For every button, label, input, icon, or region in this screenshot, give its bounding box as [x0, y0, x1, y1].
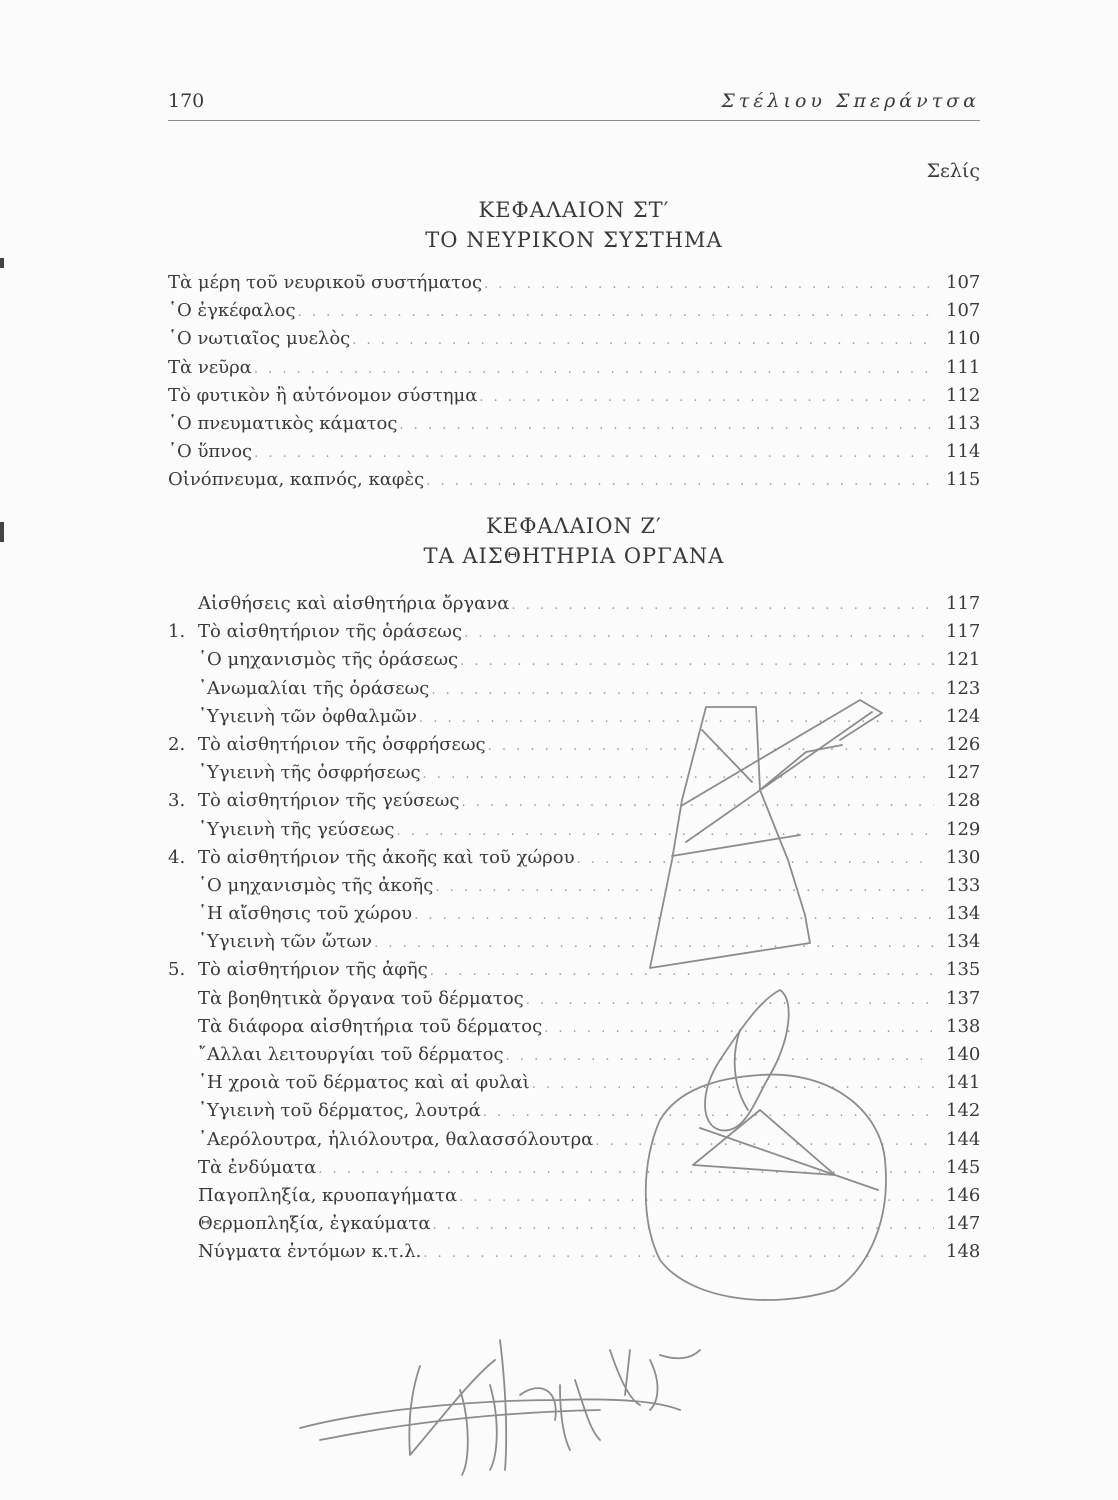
toc-entry	[168, 1154, 980, 1182]
toc-entry	[168, 1182, 980, 1210]
toc-entry-number: 1.	[168, 621, 186, 643]
toc-entry-number: 5.	[168, 959, 186, 981]
toc-entry-title: ῾Ο μηχανισμὸς τῆς ἀκοῆς	[198, 874, 434, 896]
toc-entry-title: ῾Υγιεινὴ τῆς ὀσφρήσεως	[198, 762, 421, 784]
toc-entry	[168, 1069, 980, 1097]
toc-entry	[168, 269, 980, 297]
toc-entry-page: 141	[946, 1072, 981, 1094]
toc-entry	[168, 354, 980, 382]
toc-entry-page: 107	[946, 272, 981, 293]
toc-entry-page: 111	[946, 356, 981, 378]
toc-entry	[168, 438, 980, 466]
dot-leader	[479, 384, 934, 412]
dot-leader	[298, 299, 934, 327]
chapter-st-title: ΤΟ ΝΕΥΡΙΚΟΝ ΣΥΣΤΗΜΑ	[425, 228, 723, 252]
toc-entry-title: ῎Αλλαι λειτουργίαι τοῦ δέρματος	[198, 1044, 504, 1065]
dot-leader	[414, 902, 934, 930]
toc-entry-title: Οἰνόπνευμα, καπνός, καφὲς	[168, 469, 425, 491]
toc-entry	[168, 325, 980, 353]
dot-leader	[488, 733, 934, 761]
toc-entry-page: 117	[946, 593, 981, 614]
running-author: Στέλιου Σπεράντσα	[721, 90, 980, 112]
toc-entry-page: 137	[946, 987, 981, 1009]
toc-entry	[168, 410, 980, 438]
toc-entry-page: 126	[946, 733, 981, 755]
toc-entry	[168, 1126, 980, 1154]
toc-entry-title: Τὸ φυτικὸν ἢ αὐτόνομον σύστημα	[168, 384, 478, 406]
toc-entry-page: 123	[946, 677, 981, 699]
toc-entry	[168, 1238, 980, 1266]
toc-entry-title: Τὰ νεῦρα	[168, 356, 252, 378]
toc-entry-title: Τὸ αἰσθητήριον τῆς ὁράσεως	[198, 621, 463, 643]
toc-entry-title: Τὰ βοηθητικὰ ὄργανα τοῦ δέρματος	[198, 987, 524, 1009]
toc-entry-title: Παγοπληξία, κρυοπαγήματα	[198, 1184, 458, 1206]
toc-entry-page: 117	[946, 621, 981, 643]
dot-leader	[506, 1043, 934, 1071]
toc-entry-page: 127	[946, 762, 981, 784]
dot-leader	[435, 874, 934, 902]
toc-entry-page: 110	[946, 328, 981, 350]
toc-entry	[168, 590, 980, 618]
chapter-z-heading: ΚΕΦΑΛΑΙΟΝ Ζ′	[486, 514, 662, 538]
toc-entry-title: ῾Η αἴσθησις τοῦ χώρου	[198, 903, 413, 925]
dot-leader	[462, 789, 934, 817]
dot-leader	[430, 958, 934, 986]
toc-entry-page: 142	[946, 1100, 981, 1122]
toc-entry-page: 107	[946, 300, 981, 322]
toc-entry	[168, 703, 980, 731]
dot-leader	[419, 705, 934, 733]
toc-entry-number: 2.	[168, 733, 186, 755]
toc-entry-page: 148	[946, 1241, 981, 1263]
toc-entry-title: Τὸ αἰσθητήριον τῆς ἀφῆς	[198, 959, 428, 981]
sketch-signature	[300, 1340, 700, 1475]
toc-entry-page: 129	[946, 818, 981, 840]
toc-entry-title: ῾Υγιεινὴ τῆς γεύσεως	[198, 818, 395, 840]
toc-entry-page: 140	[946, 1044, 981, 1065]
toc-entry	[168, 928, 980, 956]
dot-leader	[464, 620, 934, 648]
toc-entry-page: 128	[946, 790, 981, 812]
toc-entry-page: 130	[946, 846, 981, 868]
toc-entry	[168, 1210, 980, 1238]
dot-leader	[254, 356, 934, 384]
toc-entry-page: 147	[946, 1213, 981, 1235]
toc-entry-page: 135	[946, 959, 981, 981]
toc-entry	[168, 872, 980, 900]
toc-entry-title: ῾Υγιεινὴ τῶν ὀφθαλμῶν	[198, 705, 417, 727]
toc-entry	[168, 900, 980, 928]
toc-entry-title: ῾Υγιεινὴ τοῦ δέρματος, λουτρά	[198, 1100, 481, 1122]
toc-entry-number: 3.	[168, 790, 186, 812]
toc-entry-title: Τὸ αἰσθητήριον τῆς ὀσφρήσεως	[198, 733, 486, 755]
dot-leader	[544, 1015, 934, 1043]
dot-leader	[254, 440, 934, 468]
toc-entry	[168, 956, 980, 984]
toc-entry-page: 134	[946, 903, 981, 925]
toc-entry-page: 121	[946, 649, 981, 671]
toc-entry-title: ᾿Αερόλουτρα, ἡλιόλουτρα, θαλασσόλουτρα	[198, 1128, 594, 1150]
toc-entry	[168, 816, 980, 844]
toc-entry	[168, 759, 980, 787]
toc-entry	[168, 1013, 980, 1041]
dot-leader	[484, 271, 934, 299]
toc-entry-title: ᾿Ανωμαλίαι τῆς ὁράσεως	[198, 677, 430, 699]
toc-entry-page: 145	[946, 1156, 981, 1178]
toc-entry-title: ῾Ο ὕπνος	[168, 441, 253, 463]
toc-entry	[168, 382, 980, 410]
scan-edge-mark	[0, 522, 4, 542]
page-number: 170	[168, 90, 205, 112]
toc-entry-page: 115	[946, 469, 981, 491]
toc-entry	[168, 1097, 980, 1125]
dot-leader	[460, 648, 934, 676]
toc-entry-page: 112	[946, 384, 981, 406]
scan-edge-mark	[0, 258, 4, 268]
dot-leader	[396, 818, 934, 846]
toc-entry-title: Αἰσθήσεις καὶ αἰσθητήρια ὄργανα	[198, 593, 510, 614]
toc-entry-page: 134	[946, 931, 981, 953]
toc-entry-title: ῾Η χροιὰ τοῦ δέρματος καὶ αἱ φυλαὶ	[198, 1072, 530, 1094]
toc-entry-title: Νύγματα ἐντόμων κ.τ.λ.	[198, 1241, 422, 1263]
running-header	[168, 90, 980, 121]
dot-leader	[399, 412, 934, 440]
toc-entry	[168, 297, 980, 325]
toc-chapter-st	[168, 269, 980, 495]
toc-entry-title: ῾Ο μηχανισμὸς τῆς ὁράσεως	[198, 649, 459, 671]
dot-leader	[352, 327, 934, 355]
toc-entry-page: 144	[946, 1128, 981, 1150]
dot-leader	[577, 846, 934, 874]
dot-leader	[423, 761, 934, 789]
toc-entry	[168, 985, 980, 1013]
dot-leader	[374, 930, 934, 958]
dot-leader	[483, 1099, 934, 1127]
toc-entry	[168, 675, 980, 703]
dot-leader	[532, 1071, 934, 1099]
toc-entry	[168, 466, 980, 494]
toc-entry-title: Θερμοπληξία, ἐγκαύματα	[198, 1213, 431, 1235]
toc-entry-title: Τὰ μέρη τοῦ νευρικοῦ συστήματος	[168, 272, 483, 293]
toc-entry-number: 4.	[168, 846, 186, 868]
toc-entry	[168, 787, 980, 815]
toc-chapter-z	[168, 590, 980, 1267]
dot-leader	[423, 1240, 934, 1268]
toc-entry	[168, 618, 980, 646]
chapter-st-heading: ΚΕΦΑΛΑΙΟΝ ΣΤ′	[478, 198, 670, 222]
dot-leader	[431, 677, 934, 705]
toc-entry-title: Τὸ αἰσθητήριον τῆς γεύσεως	[198, 790, 460, 812]
page-column-label: Σελίς	[926, 160, 980, 182]
toc-entry-title: ῾Ο ἐγκέφαλος	[168, 300, 296, 322]
toc-entry-title: ῾Υγιεινὴ τῶν ὤτων	[198, 931, 373, 953]
toc-entry-page: 138	[946, 1015, 981, 1037]
dot-leader	[318, 1156, 934, 1184]
dot-leader	[459, 1184, 934, 1212]
dot-leader	[433, 1212, 934, 1240]
toc-entry	[168, 1041, 980, 1069]
toc-entry-title: Τὸ αἰσθητήριον τῆς ἀκοῆς καὶ τοῦ χώρου	[198, 846, 575, 868]
dot-leader	[526, 987, 934, 1015]
toc-entry-page: 124	[946, 705, 981, 727]
toc-entry-page: 113	[946, 412, 981, 434]
toc-entry-page: 133	[946, 874, 981, 896]
toc-entry	[168, 646, 980, 674]
toc-entry-title: ῾Ο πνευματικὸς κάματος	[168, 412, 398, 434]
chapter-z-title: ΤΑ ΑΙΣΘΗΤΗΡΙΑ ΟΡΓΑΝΑ	[423, 544, 725, 568]
toc-entry	[168, 731, 980, 759]
toc-entry	[168, 844, 980, 872]
dot-leader	[511, 592, 934, 620]
toc-entry-page: 146	[946, 1184, 981, 1206]
toc-entry-title: Τὰ ἐνδύματα	[198, 1156, 317, 1178]
toc-entry-title: ῾Ο νωτιαῖος μυελὸς	[168, 328, 351, 350]
toc-entry-title: Τὰ διάφορα αἰσθητήρια τοῦ δέρματος	[198, 1015, 543, 1037]
dot-leader	[426, 468, 934, 496]
dot-leader	[595, 1128, 934, 1156]
toc-entry-page: 114	[946, 441, 981, 463]
